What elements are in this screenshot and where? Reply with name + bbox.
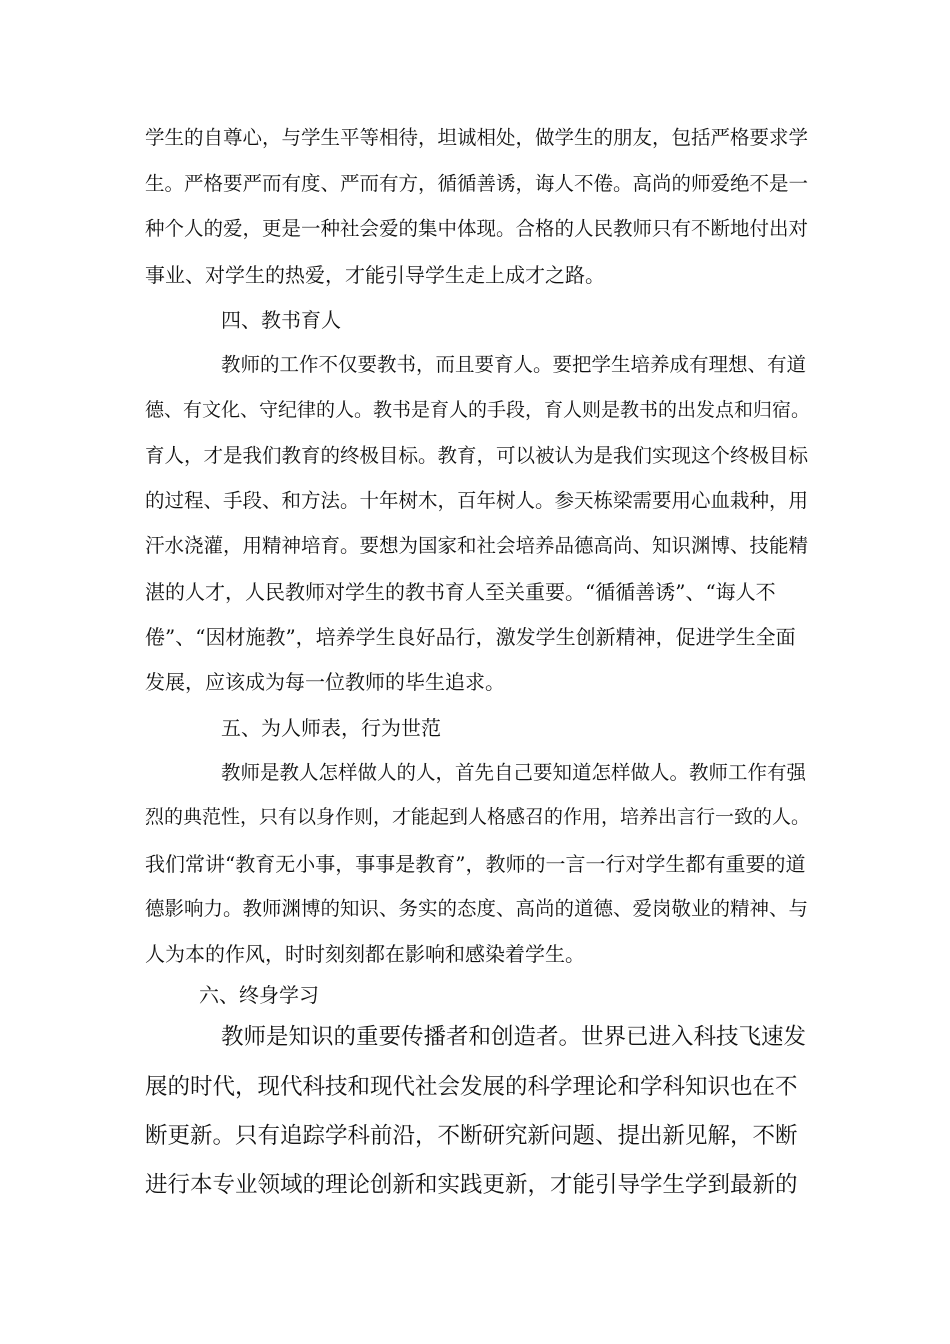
paragraph-line: 教师是知识的重要传播者和创造者。世界已进入科技飞速发 <box>221 1024 807 1050</box>
paragraph-line: 烈的典范性，只有以身作则，才能起到人格感召的作用，培养出言行一致的人。 <box>145 806 811 828</box>
paragraph-line: 德影响力。教师渊博的知识、务实的态度、高尚的道德、爱岗敬业的精神、与 <box>145 897 809 920</box>
paragraph-line: 的过程、手段、和方法。十年树木，百年树人。参天栋梁需要用心血栽种，用 <box>145 489 809 512</box>
section-heading-5: 五、为人师表，行为世范 <box>221 716 441 740</box>
paragraph-line: 发展，应该成为每一位教师的毕生追求。 <box>145 670 505 694</box>
paragraph-line: 进行本专业领域的理论创新和实践更新，才能引导学生学到最新的 <box>145 1172 798 1198</box>
paragraph-line: 生。严格要严而有度、严而有方，循循善诱，诲人不倦。高尚的师爱绝不是一 <box>145 172 809 195</box>
section-heading-4: 四、教书育人 <box>221 308 341 332</box>
paragraph-line: 汗水浇灌，用精神培育。要想为国家和社会培养品德高尚、知识渊博、技能精 <box>145 534 809 557</box>
paragraph-line: 育人，才是我们教育的终极目标。教育，可以被认为是我们实现这个终极目标 <box>145 444 809 467</box>
paragraph-line: 人为本的作风，时时刻刻都在影响和感染着学生。 <box>145 942 585 966</box>
paragraph-line: 我们常讲“教育无小事，事事是教育”，教师的一言一行对学生都有重要的道 <box>145 852 806 876</box>
paragraph-line: 湛的人才，人民教师对学生的教书育人至关重要。“循循善诱”、“诲人不 <box>145 580 776 604</box>
paragraph-line: 教师的工作不仅要教书，而且要育人。要把学生培养成有理想、有道 <box>221 353 807 376</box>
paragraph-line: 德、有文化、守纪律的人。教书是育人的手段，育人则是教书的出发点和归宿。 <box>145 399 811 421</box>
paragraph-line: 倦”、“因材施教”，培养学生良好品行，激发学生创新精神，促进学生全面 <box>145 625 796 649</box>
paragraph-line: 断更新。只有追踪学科前沿，不断研究新问题、提出新见解，不断 <box>145 1123 798 1149</box>
paragraph-line: 事业、对学生的热爱，才能引导学生走上成才之路。 <box>145 263 605 287</box>
paragraph-line: 种个人的爱，更是一种社会爱的集中体现。合格的人民教师只有不断地付出对 <box>145 217 809 240</box>
paragraph-line: 教师是教人怎样做人的人，首先自己要知道怎样做人。教师工作有强 <box>221 761 807 784</box>
section-heading-6: 六、终身学习 <box>199 983 319 1007</box>
paragraph-line: 展的时代，现代科技和现代社会发展的科学理论和学科知识也在不 <box>145 1074 798 1100</box>
paragraph-line: 学生的自尊心，与学生平等相待，坦诚相处，做学生的朋友，包括严格要求学 <box>145 126 809 149</box>
